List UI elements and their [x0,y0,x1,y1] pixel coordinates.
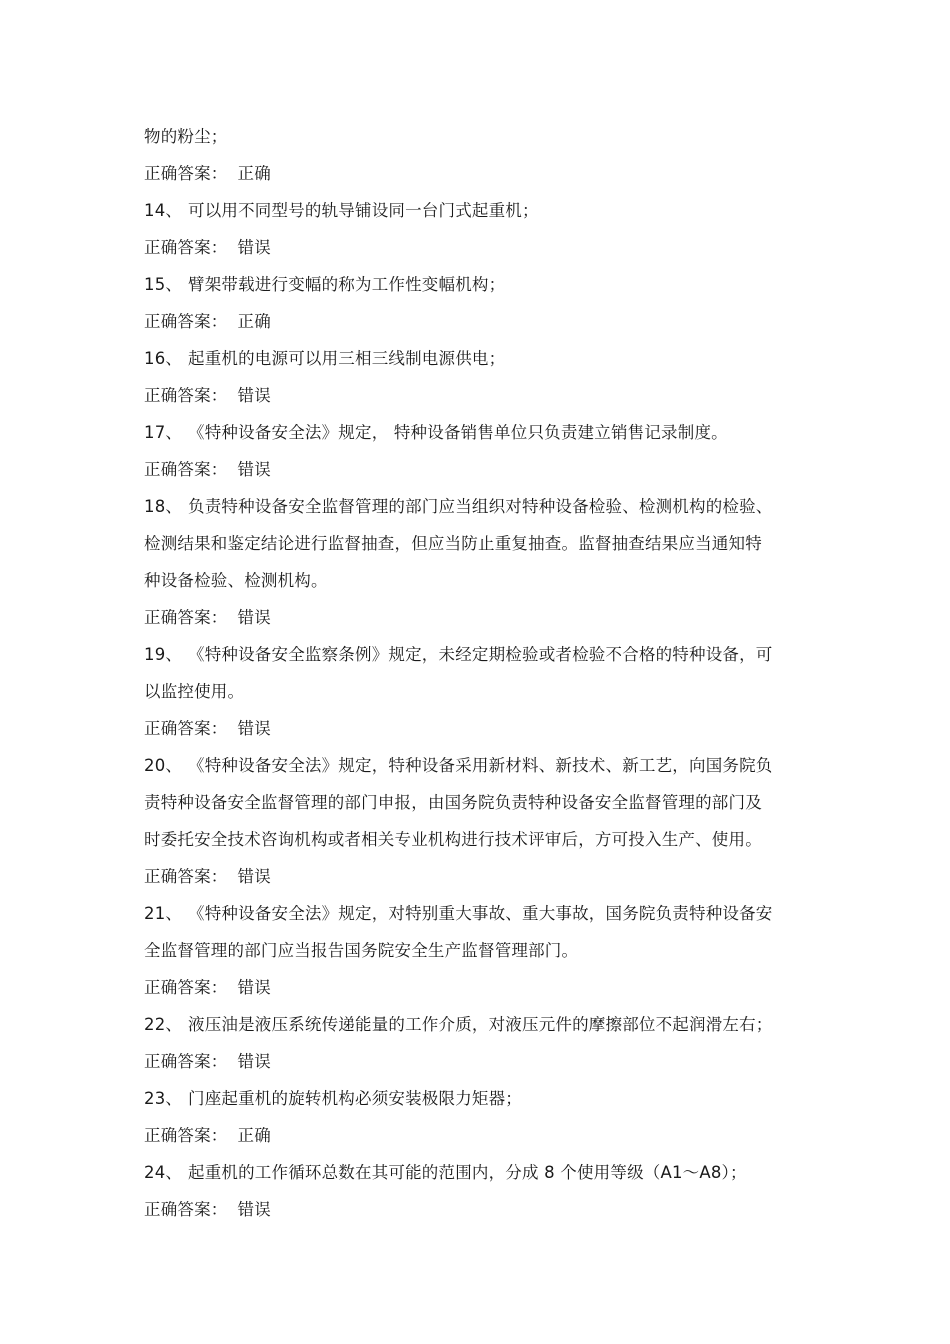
question-line [144,414,812,451]
answer-value: 错误 [237,1052,271,1071]
question-number: 20、 [144,756,183,775]
question-number: 15、 [144,275,183,294]
question-number: 19、 [144,645,183,664]
answer-value: 错误 [237,386,271,405]
question-text: 《特种设备安全监察条例》规定，未经定期检验或者检验不合格的特种设备，可 [188,645,773,664]
question-text: 《特种设备安全法》规定，特种设备采用新材料、新技术、新工艺，向国务院负 [188,756,773,775]
question-number: 23、 [144,1089,183,1108]
question-text: 时委托安全技术咨询机构或者相关专业机构进行技术评审后，方可投入生产、使用。 [144,830,762,849]
answer-line [144,858,812,895]
answer-label: 正确答案： [144,460,228,479]
answer-value: 错误 [237,1200,271,1219]
answer-value: 错误 [237,608,271,627]
question-list [144,192,812,1228]
question-text: 起重机的工作循环总数在其可能的范围内，分成 8 个使用等级（A1～A8）； [188,1163,747,1182]
question-line [144,673,812,710]
question-number: 17、 [144,423,183,442]
question-line [144,747,812,784]
answer-line [144,599,812,636]
answer-label: 正确答案： [144,978,228,997]
answer-label: 正确答案： [144,1126,228,1145]
question-text: 臂架带载进行变幅的称为工作性变幅机构； [188,275,506,294]
question-text: 全监督管理的部门应当报告国务院安全生产监督管理部门。 [144,941,579,960]
question-text: 种设备检验、检测机构。 [144,571,328,590]
question-number: 14、 [144,201,183,220]
answer-value: 错误 [237,238,271,257]
question-line [144,488,812,525]
document-page [144,118,812,1228]
intro-text: 物的粉尘； [144,127,228,146]
answer-label: 正确答案： [144,164,228,183]
question-number: 22、 [144,1015,183,1034]
question-text: 门座起重机的旋转机构必须安装极限力矩器； [188,1089,522,1108]
question-number: 16、 [144,349,183,368]
question-line [144,932,812,969]
answer-value: 错误 [237,867,271,886]
answer-label: 正确答案： [144,867,228,886]
question-line [144,340,812,377]
answer-label: 正确答案： [144,238,228,257]
answer-line [144,969,812,1006]
answer-line [144,229,812,266]
question-number: 18、 [144,497,183,516]
question-line [144,784,812,821]
question-line [144,821,812,858]
question-text: 《特种设备安全法》规定， 特种设备销售单位只负责建立销售记录制度。 [188,423,728,442]
answer-label: 正确答案： [144,608,228,627]
question-line [144,1080,812,1117]
answer-line [144,1043,812,1080]
question-text: 可以用不同型号的轨导铺设同一台门式起重机； [188,201,539,220]
answer-label: 正确答案： [144,719,228,738]
answer-line [144,1191,812,1228]
question-number: 21、 [144,904,183,923]
question-text: 以监控使用。 [144,682,245,701]
question-line [144,192,812,229]
answer-value: 错误 [237,460,271,479]
question-line [144,895,812,932]
answer-label: 正确答案： [144,1052,228,1071]
answer-line [144,1117,812,1154]
question-line [144,636,812,673]
question-text: 检测结果和鉴定结论进行监督抽查，但应当防止重复抽查。监督抽查结果应当通知特 [144,534,762,553]
question-text: 负责特种设备安全监督管理的部门应当组织对特种设备检验、检测机构的检验、 [188,497,773,516]
answer-value: 错误 [237,719,271,738]
question-text: 《特种设备安全法》规定，对特别重大事故、重大事故，国务院负责特种设备安 [188,904,773,923]
answer-label: 正确答案： [144,312,228,331]
answer-value: 正确 [237,164,271,183]
question-line [144,525,812,562]
question-text: 液压油是液压系统传递能量的工作介质，对液压元件的摩擦部位不起润滑左右； [188,1015,773,1034]
answer-line [144,710,812,747]
question-number: 24、 [144,1163,183,1182]
intro-line [144,118,812,155]
answer-label: 正确答案： [144,1200,228,1219]
question-text: 责特种设备安全监督管理的部门申报，由国务院负责特种设备安全监督管理的部门及 [144,793,762,812]
answer-value: 正确 [237,312,271,331]
question-line [144,1006,812,1043]
answer-line [144,155,812,192]
answer-value: 错误 [237,978,271,997]
question-text: 起重机的电源可以用三相三线制电源供电； [188,349,506,368]
question-line [144,266,812,303]
question-line [144,562,812,599]
question-line [144,1154,812,1191]
answer-value: 正确 [237,1126,271,1145]
answer-line [144,451,812,488]
answer-line [144,303,812,340]
answer-label: 正确答案： [144,386,228,405]
answer-line [144,377,812,414]
